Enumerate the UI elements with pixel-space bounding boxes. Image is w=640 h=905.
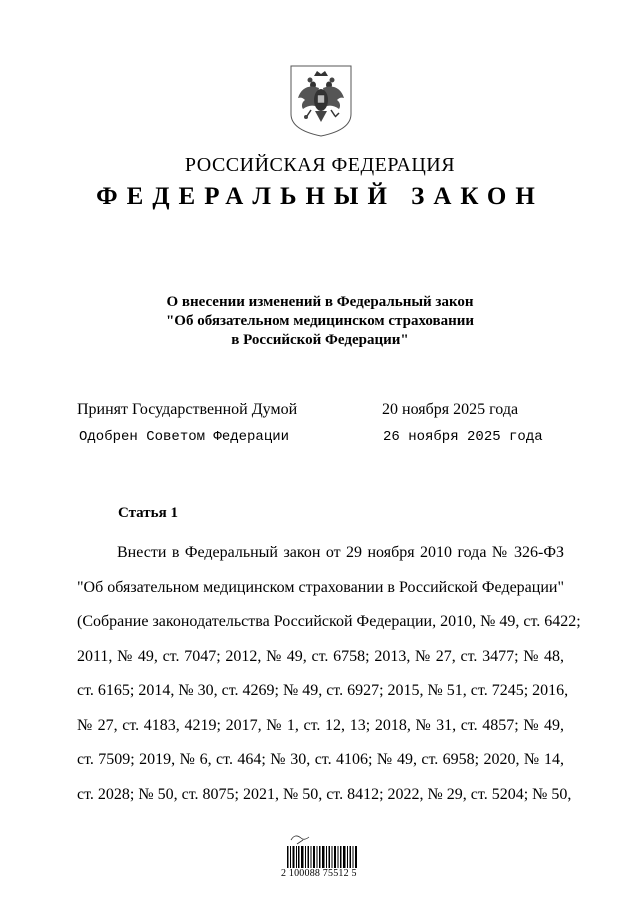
paragraph-line: ст. 7509; 2019, № 6, ст. 464; № 30, ст. 4106; № 49, ст. 6958; 2020, № 14, [77, 751, 564, 768]
coat-of-arms-icon [289, 64, 353, 138]
paragraph-line: ст. 6165; 2014, № 30, ст. 4269; № 49, ст. 6927; 2015, № 51, ст. 7245; 2016, [77, 682, 569, 699]
duma-adoption-label: Принят Государственной Думой [77, 401, 298, 418]
paragraph-line: Внести в Федеральный закон от 29 ноября 2010 года № 326-ФЗ [117, 544, 564, 561]
paragraph-line: ст. 2028; № 50, ст. 8075; 2021, № 50, ст. 8412; 2022, № 29, ст. 5204; № 50, [77, 785, 572, 803]
barcode-bars [287, 846, 357, 868]
duma-adoption-date: 20 ноября 2025 года [382, 401, 519, 418]
paragraph-line: (Собрание законодательства Российской Федерации, 2010, № 49, ст. 6422; [77, 613, 581, 630]
paragraph-line: 2011, № 49, ст. 7047; 2012, № 49, ст. 6758; 2013, № 27, ст. 3477; № 48, [77, 647, 564, 665]
barcode-number: 2 100088 75512 5 [281, 868, 357, 879]
law-title-line: "Об обязательном медицинском страховании [165, 313, 475, 329]
council-approval-date: 26 ноября 2025 года [383, 429, 543, 445]
article-heading: Статья 1 [118, 505, 178, 521]
article-paragraph [77, 536, 581, 812]
law-type-heading: ФЕДЕРАЛЬНЫЙ ЗАКОН [96, 183, 544, 210]
council-approval-label: Одобрен Советом Федерации [79, 429, 290, 445]
law-title [120, 293, 520, 350]
country-heading: РОССИЙСКАЯ ФЕДЕРАЦИЯ [184, 154, 456, 176]
paragraph-line: "Об обязательном медицинском страховании в Российской Федерации" [77, 578, 564, 596]
paragraph-line: № 27, ст. 4183, 4219; 2017, № 1, ст. 12, 13; 2018, № 31, ст. 4857; № 49, [77, 716, 564, 734]
law-title-line: О внесении изменений в Федеральный закон [166, 294, 474, 310]
law-title-line: в Российской Федерации" [231, 332, 409, 348]
